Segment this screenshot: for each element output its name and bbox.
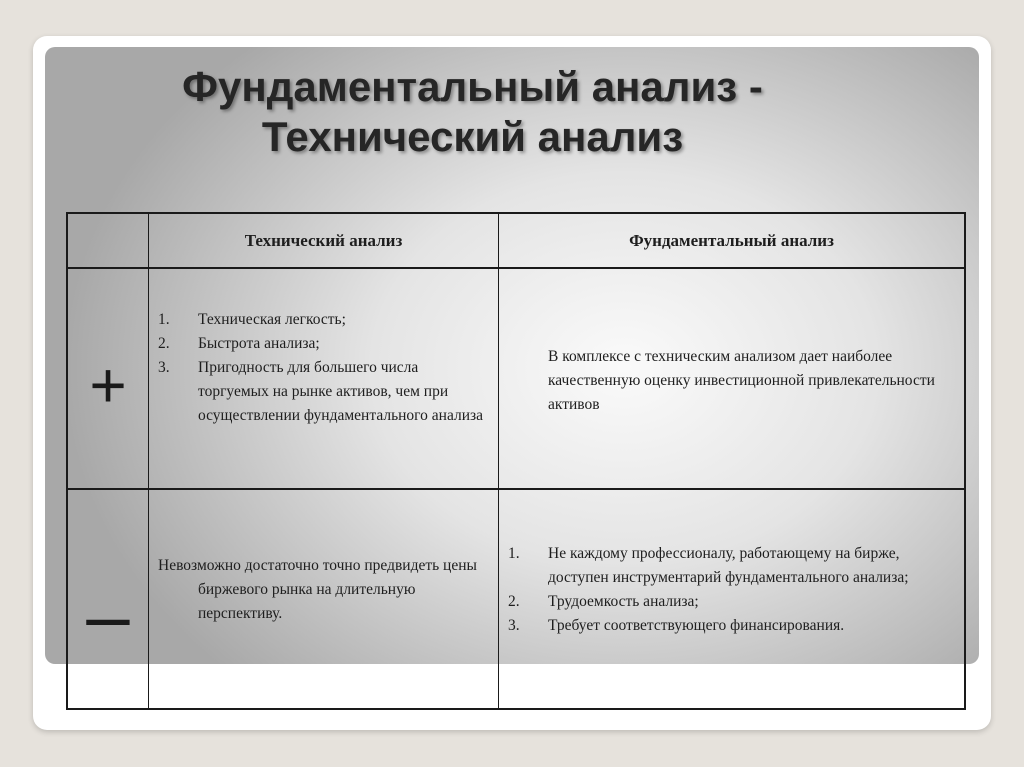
list-item: 1. Не каждому профессионалу, работающему на бирже, доступен инструментарий фундаментального анализа; [508,545,909,586]
table-divider-col2 [498,212,499,710]
list-item: 3. Требует соответствующего финансирования. [508,617,845,634]
title-line-2: Технический анализ [261,113,684,160]
list-item: 2. Быстрота анализа; [158,335,320,352]
table-border-top [66,212,966,214]
minus-sign: – [86,571,130,659]
technical-advantages [158,308,488,428]
technical-disadvantages: Невозможно достаточно точно предвидеть цены биржевого рынка на длительную перспективу. [158,557,477,622]
header-technical: Технический анализ [244,231,403,250]
table-border-right [964,212,966,710]
plus-sign: + [89,349,127,421]
header-fundamental: Фундаментальный анализ [629,231,834,250]
fundamental-disadvantages [508,542,948,638]
table-divider-header [66,267,966,269]
table-divider-row [66,488,966,490]
table-divider-col1 [148,212,149,710]
table-border-bottom [66,708,966,710]
title-line-1: Фундаментальный анализ - [182,63,763,110]
list-item: 2. Трудоемкость анализа; [508,593,699,610]
list-item: 1. Техническая легкость; [158,311,346,328]
list-item: 3. Пригодность для большего числа торгуемых на рынке активов, чем при осуществлении фундаментального анализа [158,359,484,424]
fundamental-advantages: В комплексе с техническим анализом дает наиболее качественную оценку инвестиционной привлекательности активов [548,348,935,413]
